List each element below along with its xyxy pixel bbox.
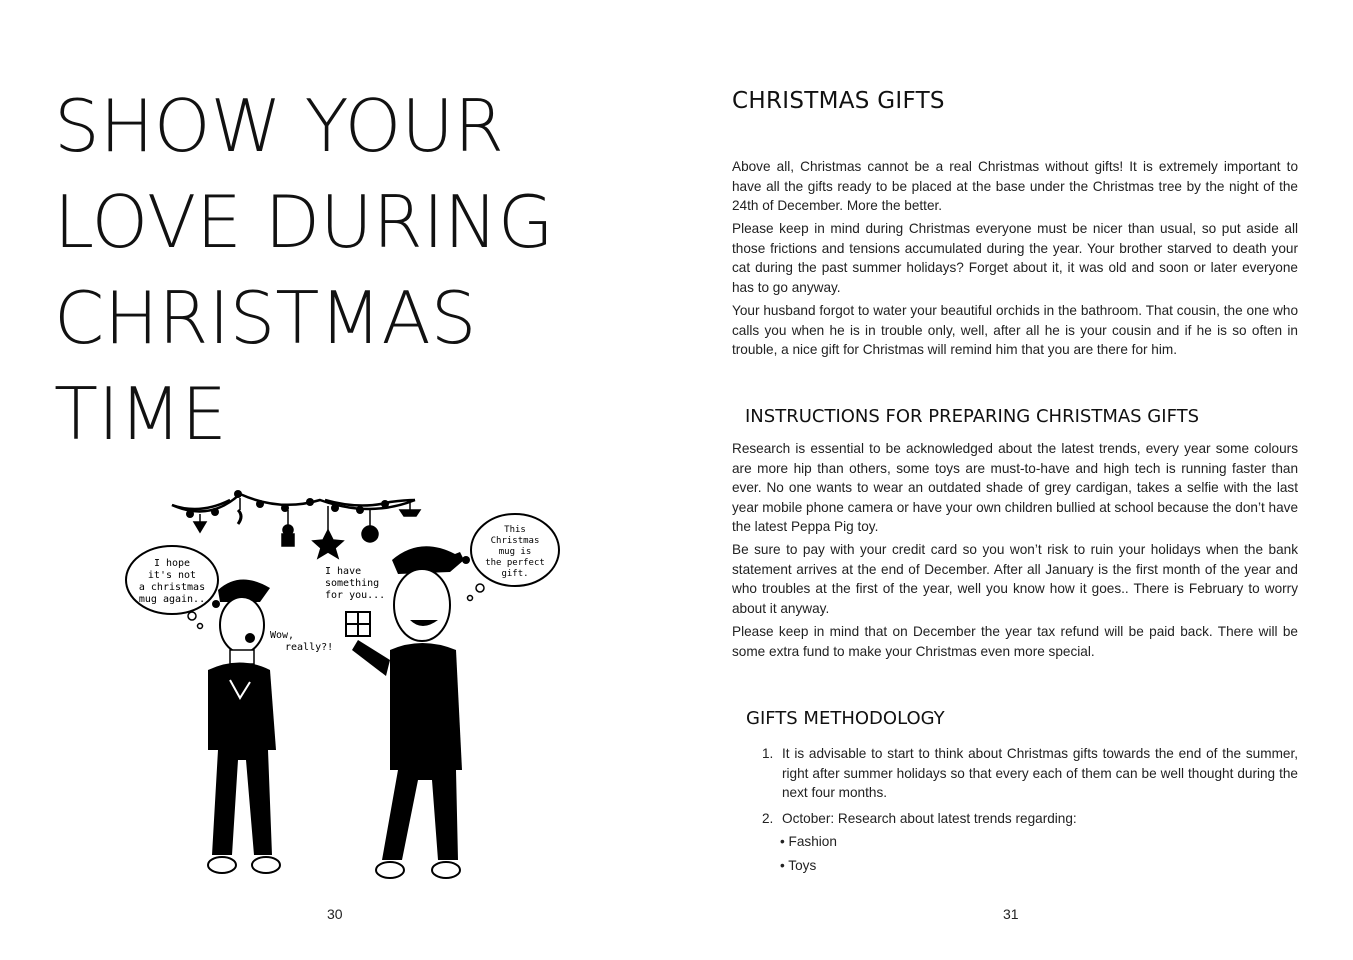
bubble-left-line-1: I hope bbox=[153, 558, 191, 569]
speech-middle-line-3: for you... bbox=[325, 590, 386, 601]
bubble-right-line-1: This bbox=[504, 525, 526, 535]
list-item-number: 2. bbox=[762, 810, 774, 826]
garland-decoration bbox=[172, 494, 415, 511]
bubble-right-line-4: the perfect bbox=[485, 558, 545, 568]
page-number-left: 30 bbox=[327, 906, 343, 922]
person-left bbox=[208, 579, 280, 873]
methodology-list bbox=[762, 744, 1298, 834]
title-line-3: CHRISTMAS bbox=[54, 276, 477, 360]
list-item-text: October: Research about latest trends regarding: bbox=[782, 810, 1077, 826]
bubble-left-line-2: it's not bbox=[147, 570, 197, 581]
thought-bubble-left bbox=[126, 546, 218, 629]
bubble-left-line-3: a christmas bbox=[138, 582, 206, 593]
paragraph: Please keep in mind during Christmas everyone must be nicer than usual, so put aside all those frictions and tensions accumulated during the year. Your brother starved to death your cat during the past summer holidays? Forget about it, it was old and soon or later everyone has to go anyway. bbox=[732, 221, 1298, 295]
bubble-right-line-3: mug is bbox=[498, 547, 532, 557]
left-page bbox=[0, 0, 676, 960]
heading-christmas-gifts: CHRISTMAS GIFTS bbox=[732, 88, 945, 114]
page-number-right: 31 bbox=[1003, 906, 1019, 922]
chapter-title bbox=[54, 78, 654, 462]
title-line-4: TIME bbox=[54, 372, 227, 456]
heading-gifts-methodology: GIFTS METHODOLOGY bbox=[746, 708, 945, 729]
list-item bbox=[762, 809, 1298, 829]
list-item bbox=[762, 744, 1298, 803]
heading-instructions: INSTRUCTIONS FOR PREPARING CHRISTMAS GIFTS bbox=[745, 406, 1200, 427]
bubble-right-line-5: gift. bbox=[501, 569, 529, 579]
speech-wow-line-2: really?! bbox=[285, 642, 334, 653]
right-page bbox=[676, 0, 1353, 960]
sub-list-item: • Fashion bbox=[780, 834, 837, 849]
speech-wow bbox=[270, 630, 333, 653]
paragraph: Research is essential to be acknowledged about the latest trends, every year some colours are more hip than others, some toys are must-to-have and high tech is running faster than ever. No one wants to wear an outdated shade of grey cardigan, takes a selfie with the last year mobile phone camera or have your own children bullied at school because the don’t have the latest Peppa Pig toy. bbox=[732, 441, 1298, 535]
paragraph: Your husband forgot to water your beautiful orchids in the bathroom. That cousin, the one who calls you when he is in trouble only, well, after all he is your cousin and if he is so often in trouble, a nice gift for Christmas will remind him that you are there for him. bbox=[732, 303, 1298, 358]
list-item-number: 1. bbox=[762, 746, 774, 761]
trend-sub-list bbox=[780, 832, 837, 879]
paragraph: Be sure to pay with your credit card so you won’t risk to ruin your holidays when the bank statement arrives at the end of December. After all January is the first month of the year and who troubles at the first of the year, well you know how it goes.. There is February to worry about it anyway. bbox=[732, 542, 1298, 616]
paragraph: Please keep in mind that on December the year tax refund will be paid back. There will be some extra fund to make your Christmas even more special. bbox=[732, 624, 1298, 659]
thought-bubble-right bbox=[468, 514, 560, 601]
speech-wow-line-1: Wow, bbox=[270, 630, 295, 641]
list-item-text: It is advisable to start to think about Christmas gifts towards the end of the summer, right after summer holidays so that every each of them can be well thought during the next four months. bbox=[782, 746, 1298, 801]
paragraph: Above all, Christmas cannot be a real Christmas without gifts! It is extremely important to have all the gifts ready to be placed at the base under the Christmas tree by the night of the 24th of December. More the better. bbox=[732, 159, 1298, 214]
title-line-1: SHOW YOUR bbox=[54, 84, 505, 168]
bubble-left-line-4: mug again.. bbox=[138, 594, 206, 605]
speech-middle bbox=[325, 566, 385, 601]
speech-middle-line-1: I have bbox=[325, 566, 362, 577]
sub-list-item: • Toys bbox=[780, 857, 817, 873]
title-line-2: LOVE DURING bbox=[54, 180, 554, 264]
christmas-illustration bbox=[120, 470, 600, 900]
bubble-right-line-2: Christmas bbox=[490, 536, 540, 546]
speech-middle-line-2: something bbox=[325, 578, 380, 589]
